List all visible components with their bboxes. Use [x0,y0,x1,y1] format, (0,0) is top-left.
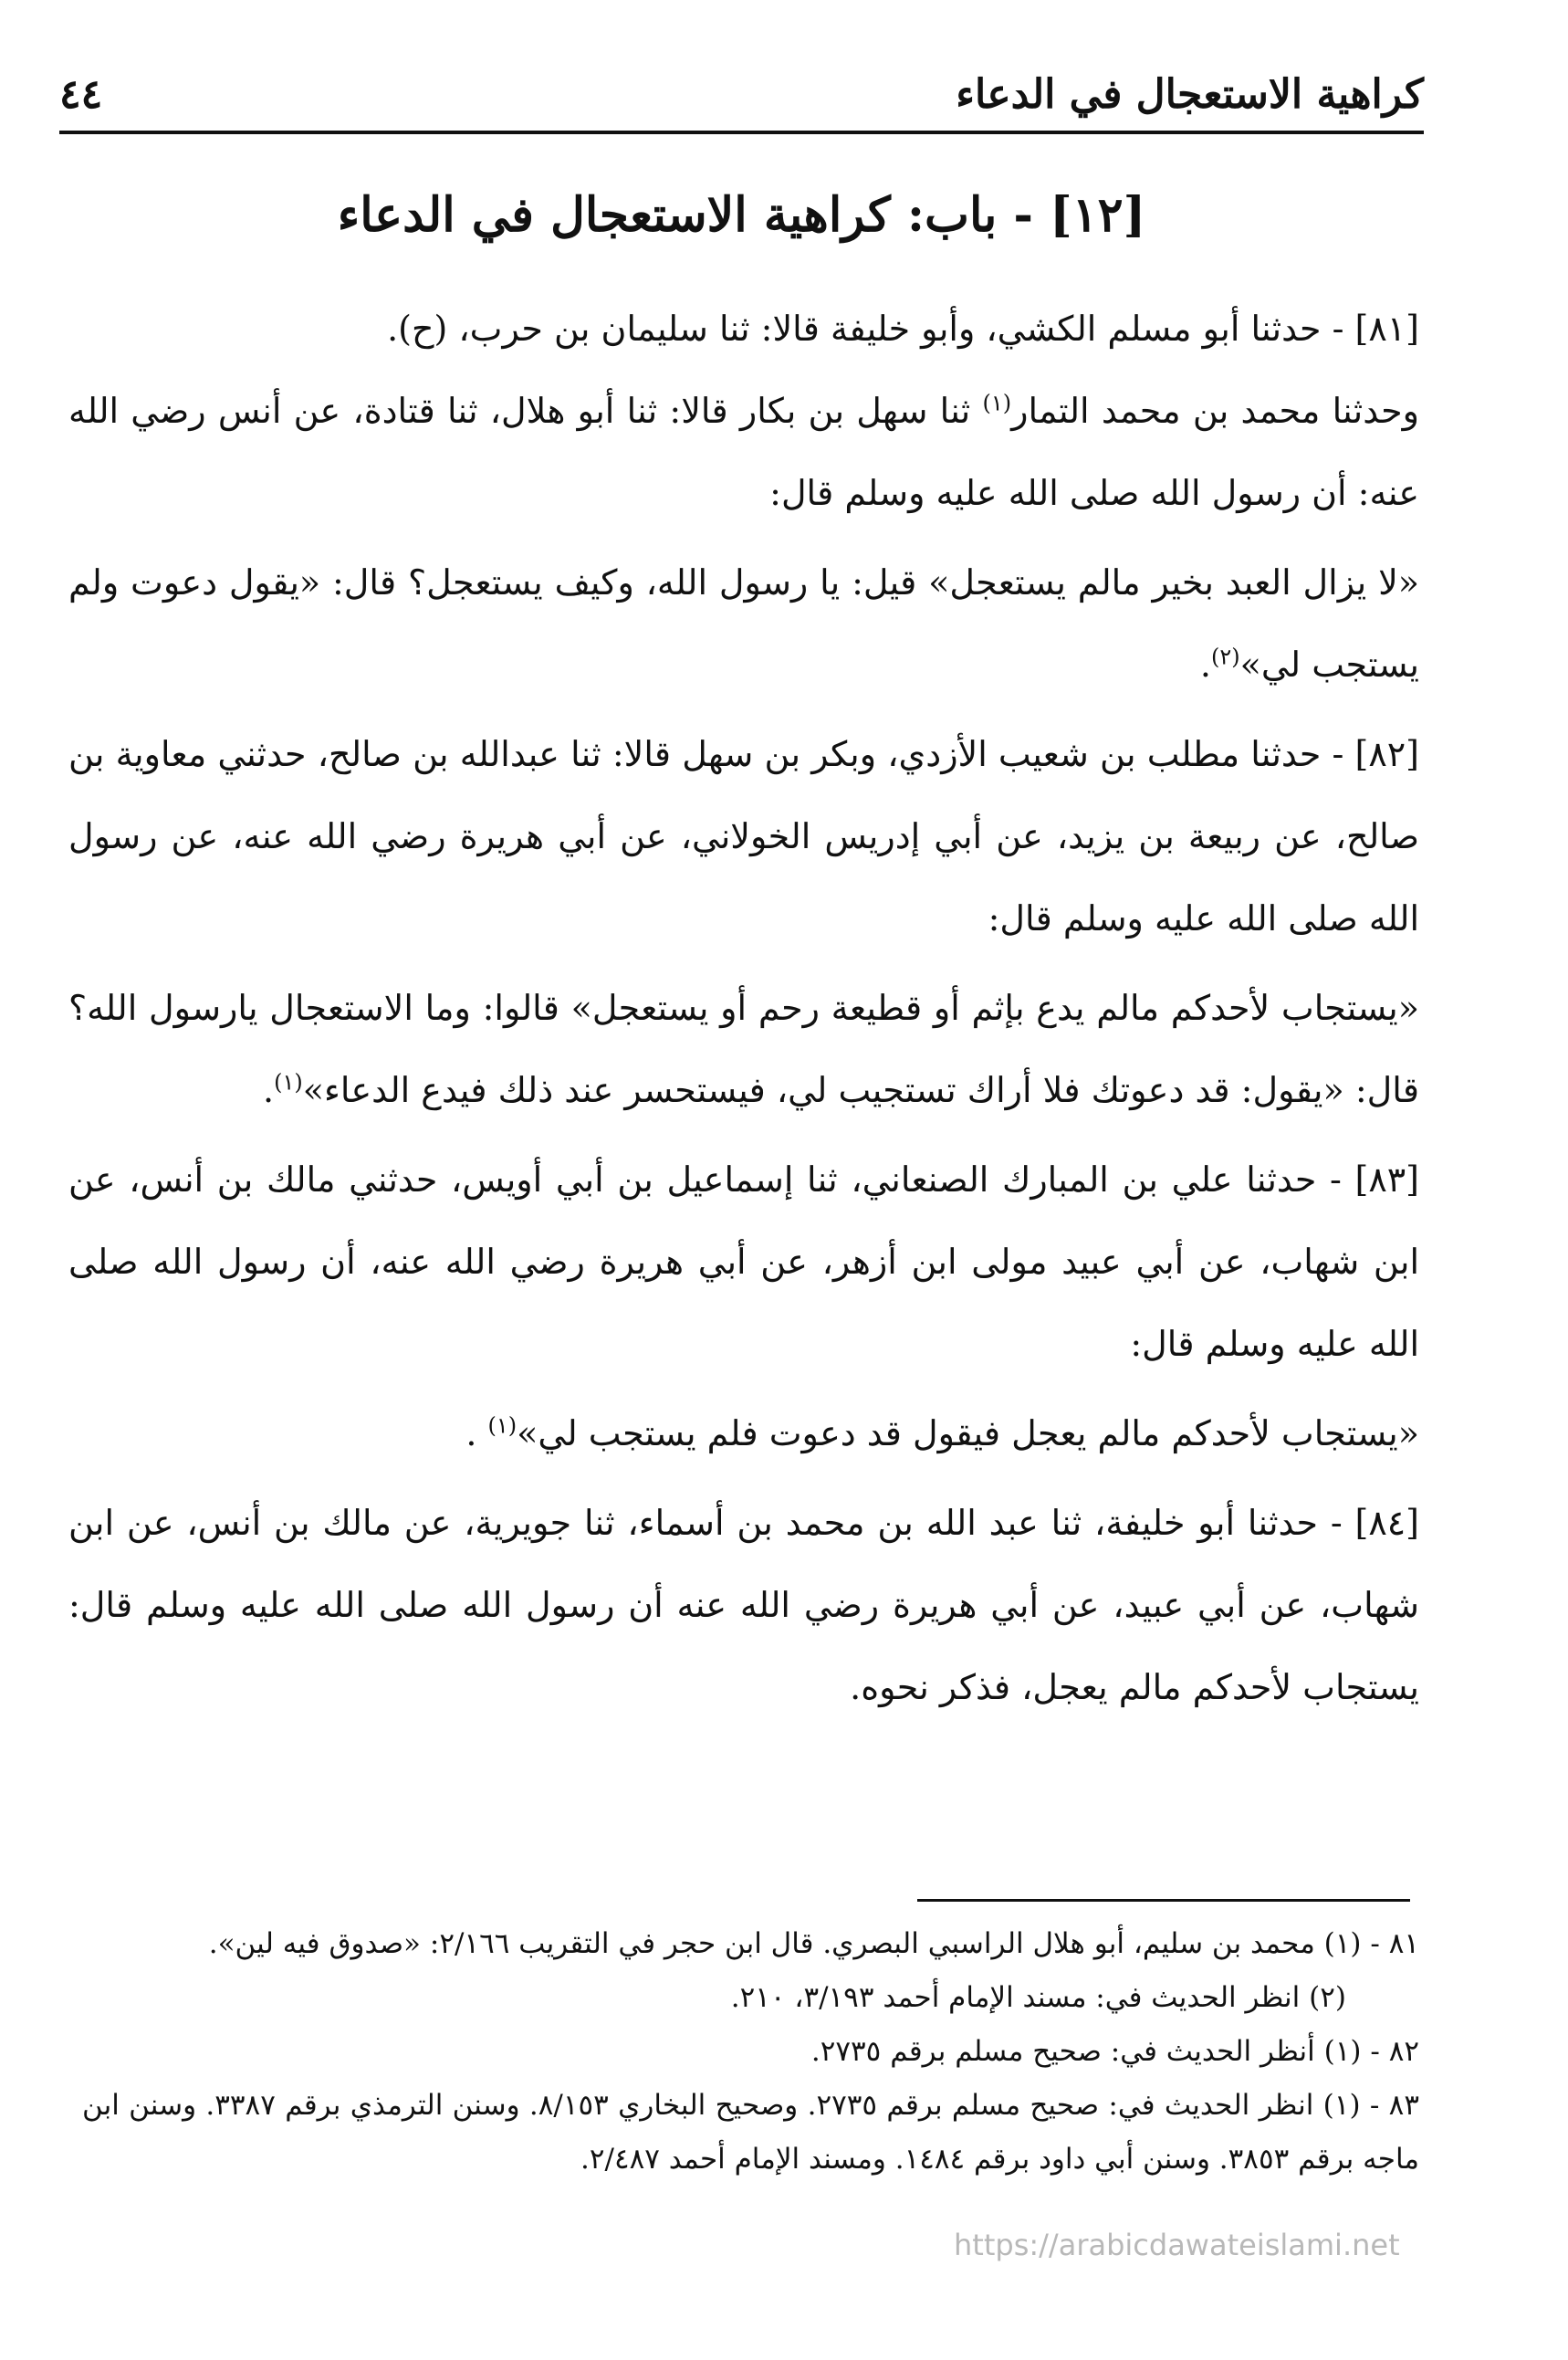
hadith-83-isnad: [٨٣] - حدثنا علي بن المبارك الصنعاني، ثنا إسماعيل بن أبي أويس، حدثني مالك بن أنس، عن ابن شهاب، عن أبي عبيد مولى ابن أزهر، عن أبي هريرة رضي الله عنه، أن رسول الله صلى الله عليه وسلم قال: [68,1159,1419,1364]
hadith-81-isnad-text-a: وحدثنا محمد بن محمد التمار [1011,391,1419,431]
hadith-82-matn-text: «يستجاب لأحدكم مالم يدع بإثم أو قطيعة رحم أو يستعجل» قالوا: وما الاستعجال يارسول الله؟ قال: «يقول: قد دعوتك فلا أراك تستجيب لي، فيستحسر عند ذلك فيدع الدعاء» [68,988,1419,1110]
hadith-81-matn-text: «لا يزال العبد بخير مالم يستعجل» قيل: يا رسول الله، وكيف يستعجل؟ قال: «يقول دعوت ولم يستجب لي» [68,562,1419,685]
footnote-marker: (١) [487,1412,517,1439]
running-header [59,64,1424,137]
footnote-marker: (١) [982,390,1012,416]
hadith-81-isnad: [٨١] - حدثنا أبو مسلم الكشي، وأبو خليفة قالا: ثنا سليمان بن حرب، (ح). [387,309,1419,349]
hadith-81-isnad-continued [68,370,1419,534]
footnote-81-2: (٢) انظر الحديث في: مسند الإمام أحمد ٣/١٩٣، ٢١٠. [730,1981,1346,2014]
hadith-82-isnad: [٨٢] - حدثنا مطلب بن شعيب الأزدي، وبكر بن سهل قالا: ثنا عبدالله بن صالح، حدثني معاوية بن صالح، عن ربيعة بن يزيد، عن أبي إدريس الخولاني، عن أبي هريرة رضي الله عنه، عن رسول الله صلى الله عليه وسلم قال: [68,734,1419,939]
footnote-rule [917,1899,1410,1902]
body-text [68,288,1419,1728]
hadith-81-matn-end: . [1199,645,1211,685]
hadith-83-matn-end: . [465,1413,488,1453]
footnote-marker: (٢) [1210,644,1240,670]
hadith-83-matn [68,1392,1419,1474]
hadith-82-matn [68,967,1419,1131]
hadith-81-matn [68,541,1419,706]
hadith-82-matn-end: . [263,1070,275,1110]
footnotes [82,1917,1419,2187]
chapter-heading: [١٢] - باب: كراهية الاستعجال في الدعاء [337,187,1146,243]
page-number: ٤٤ [59,71,103,118]
footnote-82-1: ٨٢ - (١) أنظر الحديث في: صحيح مسلم برقم ٢٧٣٥. [810,2035,1419,2068]
header-rule [59,131,1424,134]
running-title: كراهية الاستعجال في الدعاء [956,71,1424,118]
footnote-marker: (١) [274,1069,303,1096]
hadith-81-isnad-text-b: ثنا سهل بن بكار قالا: ثنا أبو هلال، ثنا قتادة، عن أنس رضي الله عنه: أن رسول الله صلى الله عليه وسلم قال: [68,391,1419,513]
hadith-84-full: [٨٤] - حدثنا أبو خليفة، ثنا عبد الله بن محمد بن أسماء، ثنا جويرية، عن مالك بن أنس، عن ابن شهاب، عن أبي عبيد، عن أبي هريرة رضي الله عنه أن رسول الله صلى الله عليه وسلم قال: يستجاب لأحدكم مالم يعجل، فذكر نحوه. [68,1503,1419,1707]
footnote-81-1: ٨١ - (١) محمد بن سليم، أبو هلال الراسبي البصري. قال ابن حجر في التقريب ٢/١٦٦: «صدوق فيه لين». [208,1927,1419,1960]
watermark-url: https://arabicdawateislami.net [954,2228,1400,2262]
hadith-83-matn-text: «يستجاب لأحدكم مالم يعجل فيقول قد دعوت فلم يستجب لي» [517,1413,1419,1453]
footnote-83-1: ٨٣ - (١) انظر الحديث في: صحيح مسلم برقم ٢٧٣٥. وصحيح البخاري ٨/١٥٣. وسنن الترمذي برقم ٣٣٨٧. وسنن ابن ماجه برقم ٣٨٥٣. وسنن أبي داود برقم ١٤٨٤. ومسند الإمام أحمد ٢/٤٨٧. [82,2089,1419,2176]
